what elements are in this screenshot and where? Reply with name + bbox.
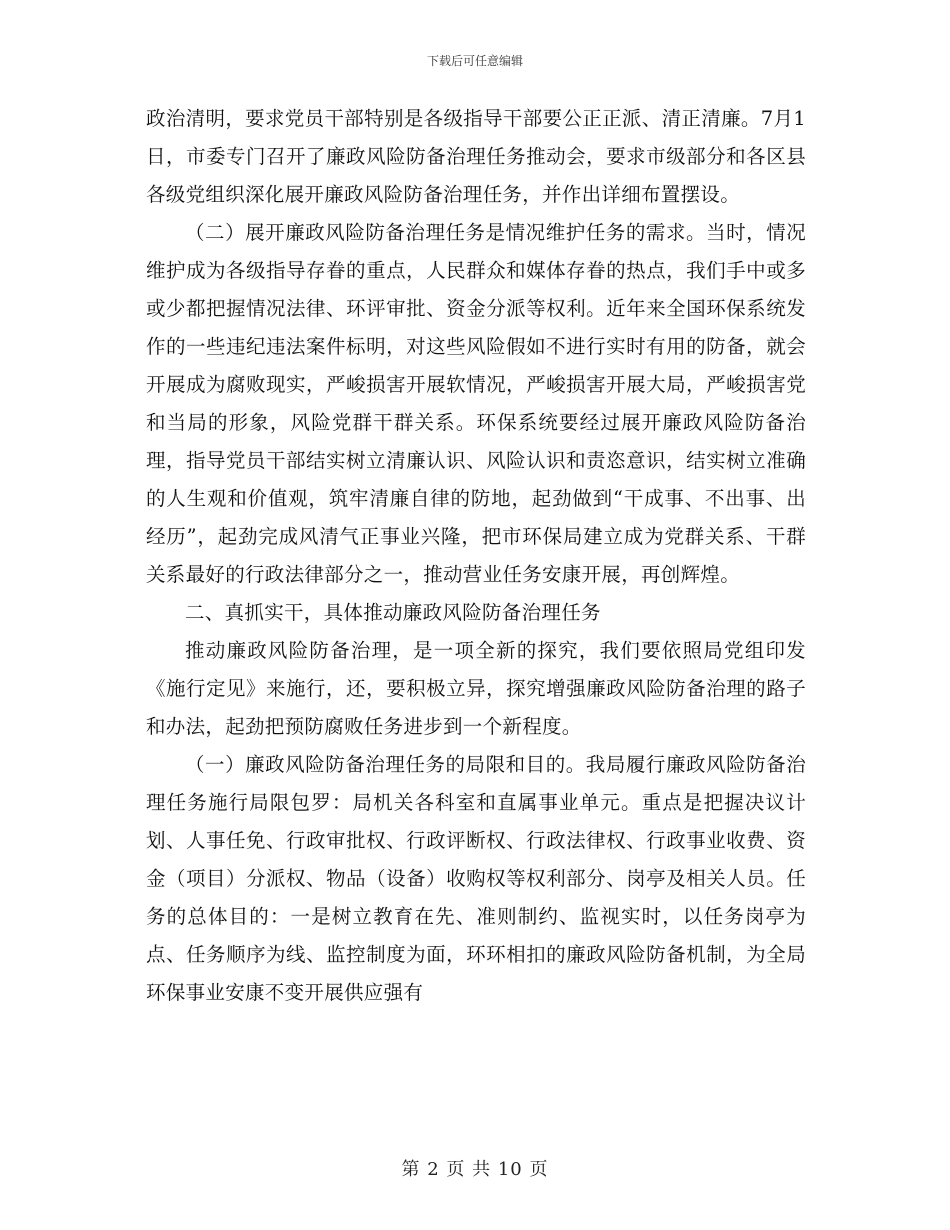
paragraph-3: 推动廉政风险防备治理，是一项全新的探究，我们要依照局党组印发《施行定见》来施行，还，要积极立异，探究增强廉政风险防备治理的路子和办法，起劲把预防腐败任务进步到一个新程度。	[146, 639, 806, 738]
paragraph-2: （二）展开廉政风险防备治理任务是情况维护任务的需求。当时，情况维护成为各级指导存眷的重点，人民群众和媒体存眷的热点，我们手中或多或少都把握情况法律、环评审批、资金分派等权利。近年来全国环保系统发作的一些违纪违法案件标明，对这些风险假如不进行实时有用的防备，就会开展成为腐败现实，严峻损害开展软情况，严峻损害开展大局，严峻损害党和当局的形象，风险党群干群关系。环保系统要经过展开廉政风险防备治理，指导党员干部结实树立清廉认识、风险认识和责恣意识，结实树立准确的人生观和价值观，筑牢清廉自律的防地，起劲做到“干成事、不出事、出经历”，起劲完成风清气正事业兴隆，把市环保局建立成为党群关系、干群关系最好的行政法律部分之一，推动营业任务安康开展，再创辉煌。	[146, 221, 806, 586]
paragraph-4: （一）廉政风险防备治理任务的局限和目的。我局履行廉政风险防备治理任务施行局限包罗：局机关各科室和直属事业单元。重点是把握决议计划、人事任免、行政审批权、行政评断权、行政法律权、行政事业收费、资金（项目）分派权、物品（设备）收购权等权利部分、岗亭及相关人员。任务的总体目的：一是树立教育在先、准则制约、监视实时，以任务岗亭为点、任务顺序为线、监控制度为面，环环相扣的廉政风险防备机制，为全局环保事业安康不变开展供应强有	[146, 753, 806, 1004]
page-header-note: 下载后可任意编辑	[426, 54, 523, 68]
paragraph-1: 政治清明，要求党员干部特别是各级指导干部要公正正派、清正清廉。7月1日，市委专门召开了廉政风险防备治理任务推动会，要求市级部分和各区县各级党组织深化展开廉政风险防备治理任务，并作出详细布置摆设。	[146, 107, 806, 206]
page-number: 第 2 页 共 10 页	[401, 1159, 549, 1180]
document-body	[146, 100, 806, 1012]
section-heading: 二、真抓实干，具体推动廉政风险防备治理任务	[185, 601, 601, 624]
